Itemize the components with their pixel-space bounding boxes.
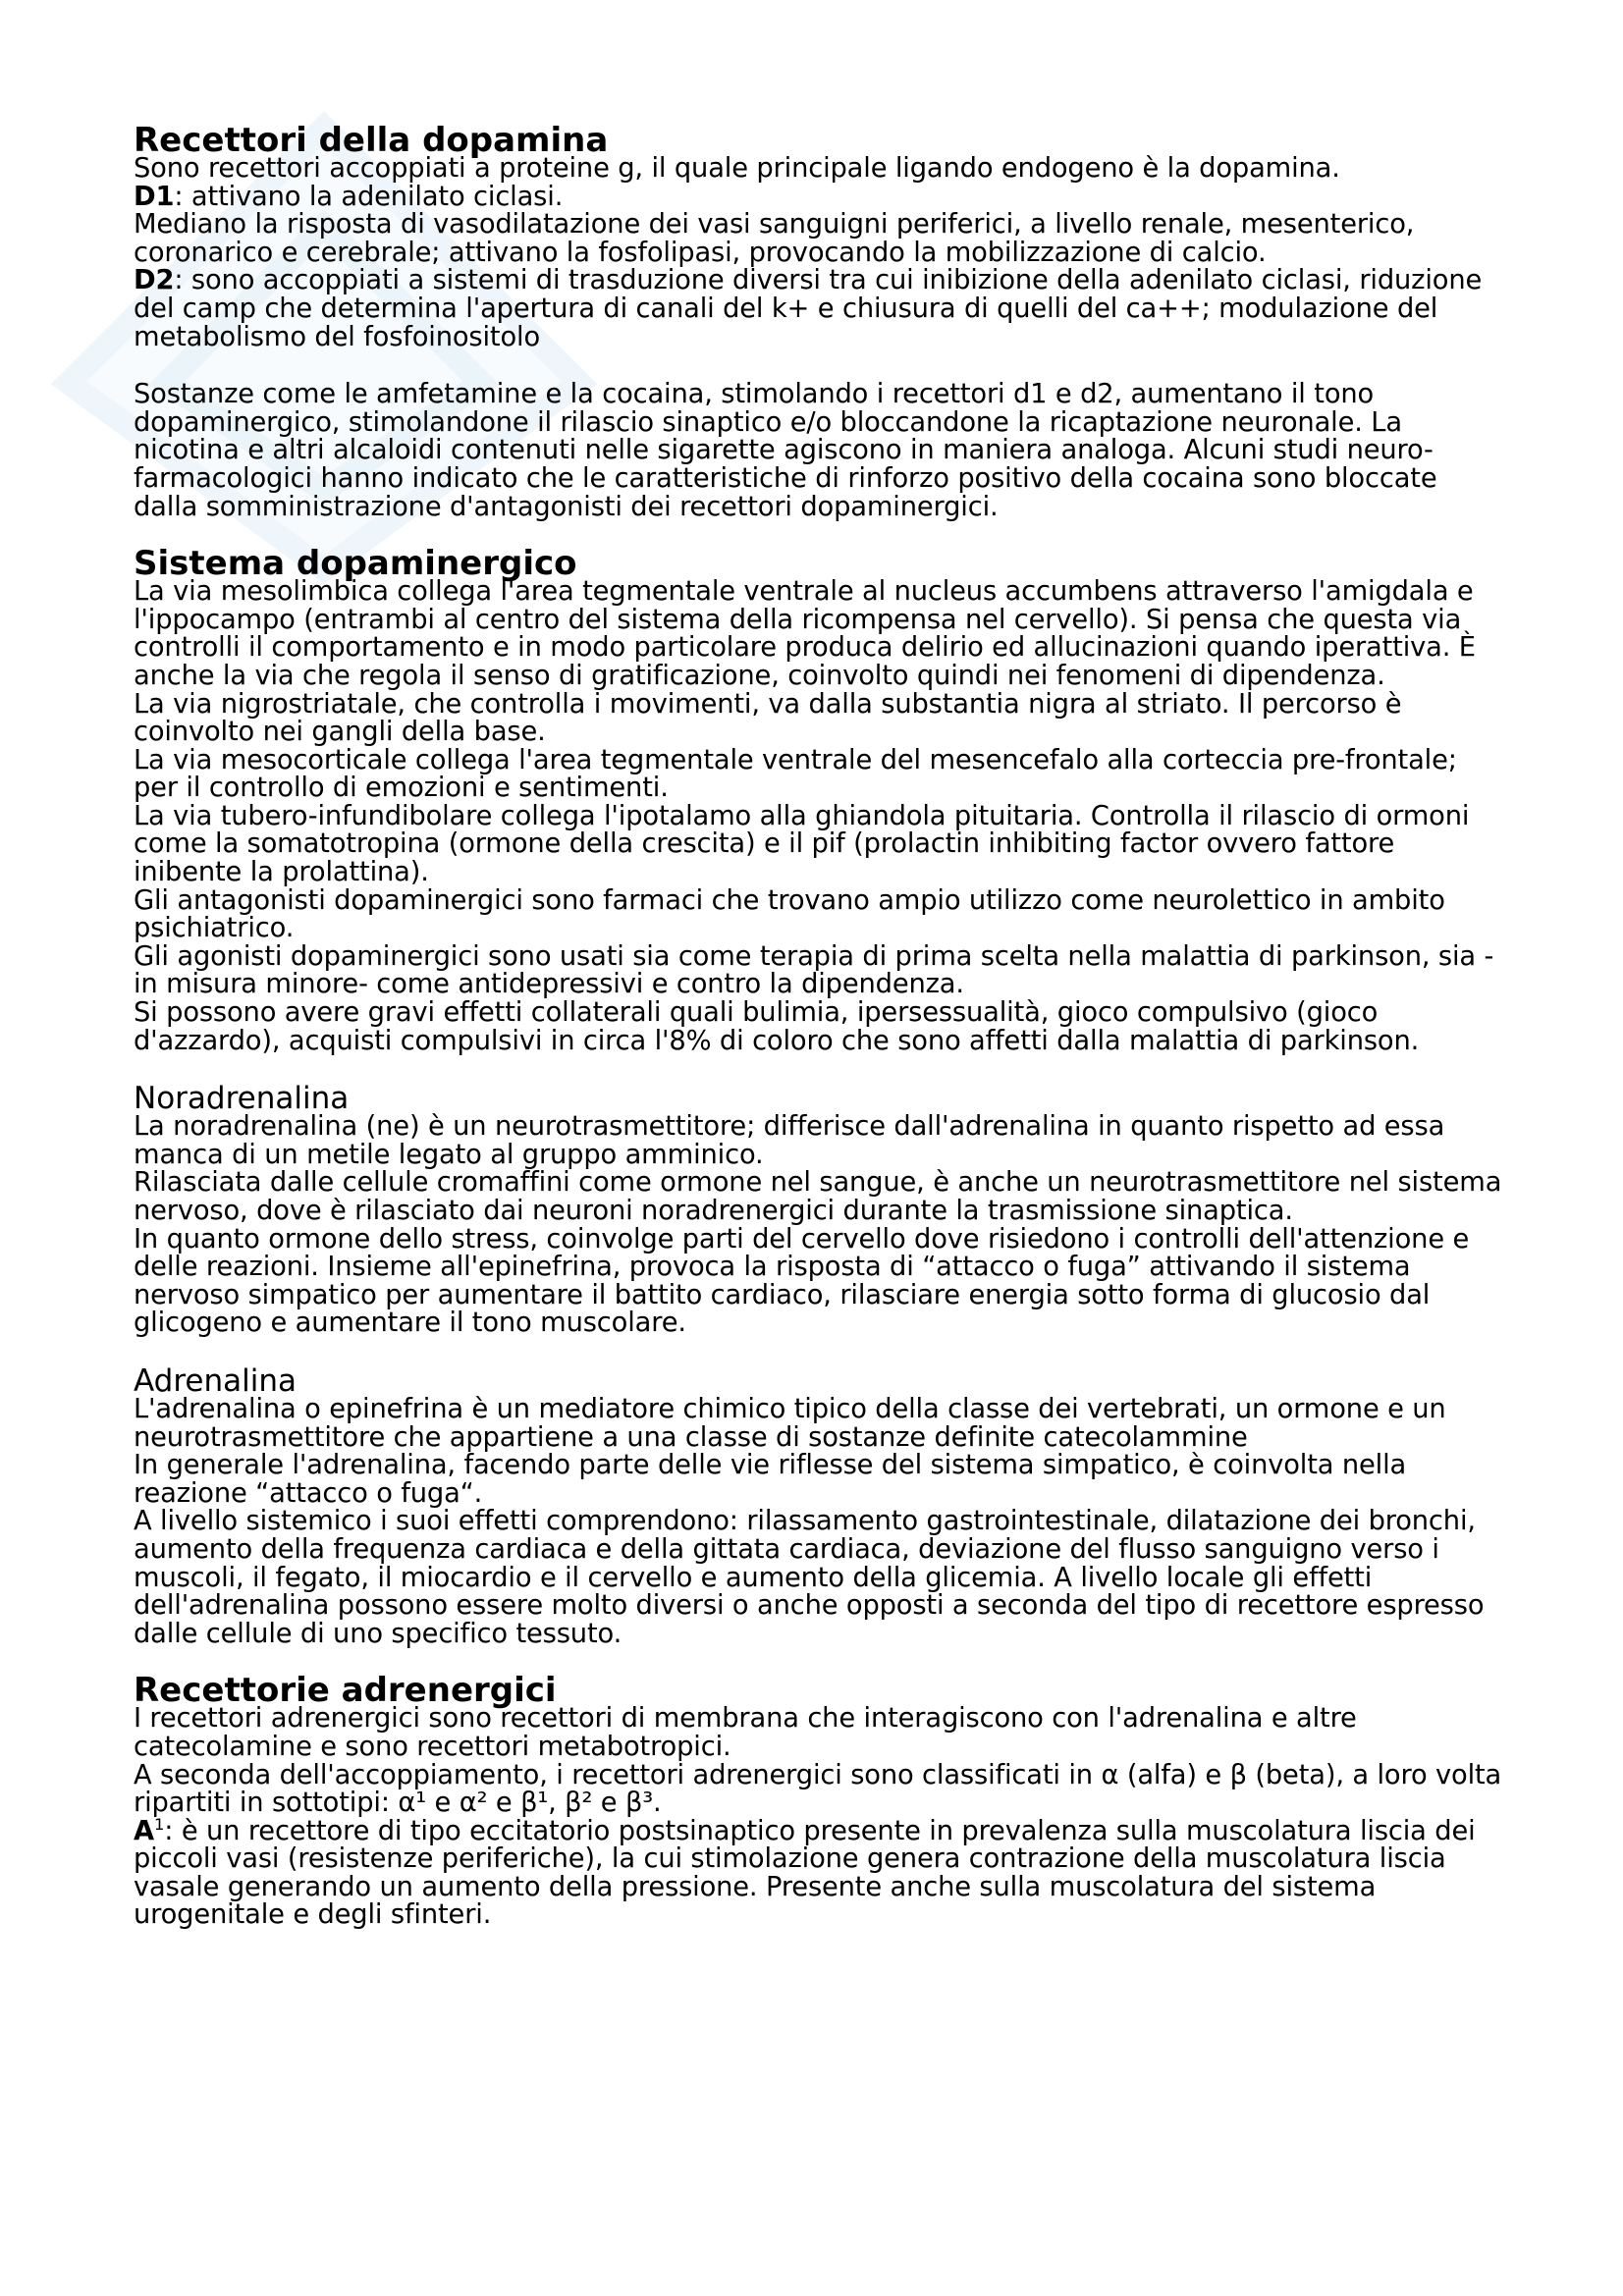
paragraph: In quanto ormone dello stress, coinvolge parti del cervello dove risiedono i controlli dell'attenzione e delle reazioni. Insieme all'epinefrina, provoca la risposta di “attacco o fuga” attivando il sistema nervoso simpatico per aumentare il battito cardiaco, rilasciare energia sotto forma di glucosio dal glicogeno e aumentare il tono muscolare. (134, 1223, 1470, 1339)
paragraph: Sostanze come le amfetamine e la cocaina, stimolando i recettori d1 e d2, aumentano il tono dopaminergico, stimolandone il rilascio sinaptico e/o bloccandone la ricaptazione neuronale. La nicotina e altri alcaloidi contenuti nelle sigarette agiscono in maniera analoga. Alcuni studi neuro-farmacologici hanno indicato che le caratteristiche di rinforzo positivo della cocaina sono bloccate dalla somministrazione d'antagonisti dei recettori dopaminergici. (134, 379, 1437, 522)
paragraph: Sono recettori accoppiati a proteine g, il quale principale ligando endogeno è la dopamina. (134, 153, 1340, 184)
heading-dopaminergic-system: Sistema dopaminergico (134, 544, 577, 584)
label-d2: D2 (134, 265, 175, 296)
paragraph: Rilasciata dalle cellule cromaffini come ormone nel sangue, è anche un neurotrasmettitore nel sistema nervoso, dove è rilasciato dai neuroni noradrenergici durante la trasmissione sinaptica. (134, 1167, 1502, 1226)
paragraph: La via mesolimbica collega l'area tegmentale ventrale al nucleus accumbens attraverso l'amigdala e l'ippocampo (entrambi al centro del sistema della ricompensa nel cervello). Si pensa che questa via controlli il comportamento e in modo particolare produca delirio ed allucinazioni quando iperattiva. È anche la via che regola il senso di gratificazione, coinvolto quindi nei fenomeni di dipendenza. (134, 576, 1476, 691)
paragraph: La via nigrostriatale, che controlla i movimenti, va dalla substantia nigra al striato. Il percorso è coinvolto nei gangli della base. (134, 688, 1402, 748)
paragraph: Mediano la risposta di vasodilatazione dei vasi sanguigni periferici, a livello renale, mesenterico, coronarico e cerebrale; attivano la fosfolipasi, provocando la mobilizzazione di calcio. (134, 209, 1415, 268)
heading-adrenergic-receptors: Recettorie adrenergici (134, 1671, 557, 1711)
label-d1: D1 (134, 181, 175, 212)
paragraph: Gli agonisti dopaminergici sono usati sia come terapia di prima scelta nella malattia di parkinson, sia -in misura minore- come antidepressivi e contro la dipendenza. (134, 940, 1494, 1000)
paragraph: A seconda dell'accoppiamento, i recettori adrenergici sono classificati in α (alfa) e β (beta), a loro volta ripartiti in sottotipi: α¹ e α² e β¹, β² e β³. (134, 1759, 1502, 1819)
heading-adrenaline: Adrenalina (134, 1362, 297, 1399)
paragraph: A livello sistemico i suoi effetti comprendono: rilassamento gastrointestinale, dilatazione dei bronchi, aumento della frequenza cardiaca e della gittata cardiaca, deviazione del flusso sanguigno verso i muscoli, il fegato, il miocardio e il cervello e aumento della glicemia. A livello locale gli effetti dell'adrenalina possono essere molto diversi o anche opposti a seconda del tipo di recettore espresso dalle cellule di uno specifico tessuto. (134, 1506, 1485, 1649)
paragraph: Si possono avere gravi effetti collaterali quali bulimia, ipersessualità, gioco compulsivo (gioco d'azzardo), acquisti compulsivi in circa l'8% di coloro che sono affetti dalla malattia di parkinson. (134, 997, 1420, 1056)
heading-dopamine-receptors: Recettori della dopamina (134, 121, 609, 160)
label-a1-sup: 1 (153, 1814, 165, 1834)
paragraph-d2: D2: sono accoppiati a sistemi di trasduzione diversi tra cui inibizione della adenilato ciclasi, riduzione del camp che determina l'apertura di canali del k+ e chiusura di quelli del ca++; modulazione del metabolismo del fosfoinositolo (134, 265, 1483, 352)
heading-noradrenaline: Noradrenalina (134, 1081, 350, 1117)
paragraph: I recettori adrenergici sono recettori di membrana che interagiscono con l'adrenalina e altre catecolamine e sono recettori metabotropici. (134, 1703, 1357, 1762)
paragraph: Gli antagonisti dopaminergici sono farmaci che trovano ampio utilizzo come neurolettico in ambito psichiatrico. (134, 884, 1445, 944)
document-page (134, 121, 1508, 1931)
paragraph: La via mesocorticale collega l'area tegmentale ventrale del mesencefalo alla corteccia pre-frontale; per il controllo di emozioni e sentimenti. (134, 744, 1457, 804)
paragraph-d1: D1: attivano la adenilato ciclasi. (134, 181, 564, 212)
paragraph: La noradrenalina (ne) è un neurotrasmettitore; differisce dall'adrenalina in quanto rispetto ad essa manca di un metile legato al gruppo amminico. (134, 1111, 1445, 1170)
paragraph-a1: $A^1$: è un recettore di tipo eccitatorio postsinaptico presente in prevalenza sulla muscolatura liscia dei piccoli vasi (resistenze periferiche), la cui stimolazione genera contrazione della muscolatura liscia vasale generando un aumento della pressione. Presente anche sulla muscolatura del sistema urogenitale e degli sfinteri. (134, 1814, 1476, 1931)
paragraph: In generale l'adrenalina, facendo parte delle vie riflesse del sistema simpatico, è coinvolta nella reazione “attacco o fuga“. (134, 1450, 1407, 1509)
label-a1: A (134, 1815, 154, 1846)
paragraph: L'adrenalina o epinefrina è un mediatore chimico tipico della classe dei vertebrati, un ormone e un neurotrasmettitore che appartiene a una classe di sostanze definite catecolammine (134, 1393, 1446, 1453)
paragraph: La via tubero-infundibolare collega l'ipotalamo alla ghiandola pituitaria. Controlla il rilascio di ormoni come la somatotropina (ormone della crescita) e il pif (prolactin inhibiting factor ovvero fattore inibente la prolattina). (134, 800, 1470, 888)
